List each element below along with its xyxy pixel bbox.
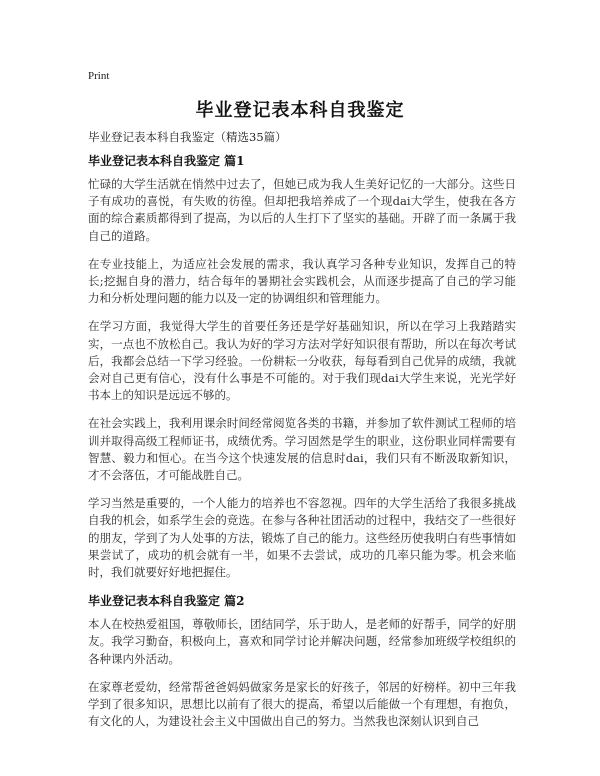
paragraph: 在社会实践上，我利用课余时间经常阅览各类的书籍，并参加了软件测试工程师的培训并取得高级工程师证书，成绩优秀。学习固然是学生的职业，这份职业同样需要有智慧、毅力和恒心。在当今这个快速发展的信息时dai，我们只有不断汲取新知识，才不会落伍，才可能战胜自己。 (88, 416, 516, 483)
paragraph: 学习当然是重要的，一个人能力的培养也不容忽视。四年的大学生活给了我很多挑战自我的机会，如系学生会的竞选。在参与各种社团活动的过程中，我结交了一些很好的朋友，学到了为人处事的方法，锻炼了自己的能力。这些经历使我明白有些事情如果尝试了，成功的机会就有一半，如果不去尝试，成功的几率只能为零。机会来临时，我们就要好好地把握住。 (88, 496, 516, 580)
paragraph: 忙碌的大学生活就在悄然中过去了，但她已成为我人生美好记忆的一大部分。这些日子有成功的喜悦，有失败的彷徨。但却把我培养成了一个现dai大学生，使我在各方面的综合素质都得到了提高，为以后的人生打下了坚实的基础。开辟了而一条属于我自己的道路。 (88, 177, 516, 243)
document-subtitle: 毕业登记表本科自我鉴定（精选35篇） (88, 130, 287, 144)
section-heading: 毕业登记表本科自我鉴定 篇2 (88, 594, 245, 609)
paragraph: 在学习方面，我觉得大学生的首要任务还是学好基础知识，所以在学习上我踏踏实实，一点也不放松自己。我认为好的学习方法对学好知识很有帮助，所以在每次考试后，我都会总结一下学习经验。一份耕耘一分收获，每每看到自己优异的成绩，我就会对自己更有信心，没有什么事是不可能的。对于我们现dai大学生来说，光光学好书本上的知识是远远不够的。 (88, 319, 516, 403)
paragraph: 在家尊老爱幼，经常帮爸爸妈妈做家务是家长的好孩子，邻居的好榜样。初中三年我学到了很多知识，思想比以前有了很大的提高，希望以后能做一个有理想，有抱负，有文化的人，为建设社会主义中国做出自己的努力。当然我也深刻认识到自己 (88, 679, 516, 729)
document-title: 毕业登记表本科自我鉴定 (195, 100, 405, 121)
document-body (88, 128, 516, 741)
print-label: Print (88, 70, 110, 82)
section-heading: 毕业登记表本科自我鉴定 篇1 (88, 154, 245, 168)
paragraph: 本人在校热爱祖国，尊敬师长，团结同学，乐于助人，是老师的好帮手，同学的好朋友。我学习勤奋，积极向上，喜欢和同学讨论并解决问题，经常参加班级学校组织的各种课内外活动。 (88, 617, 516, 666)
section-1 (88, 152, 516, 581)
section-2 (88, 592, 516, 730)
paragraph: 在专业技能上，为适应社会发展的需求，我认真学习各种专业知识，发挥自己的特长;挖掘自身的潜力，结合每年的暑期社会实践机会，从而逐步提高了自己的学习能力和分析处理问题的能力以及一定的协调组织和管理能力。 (88, 256, 516, 306)
